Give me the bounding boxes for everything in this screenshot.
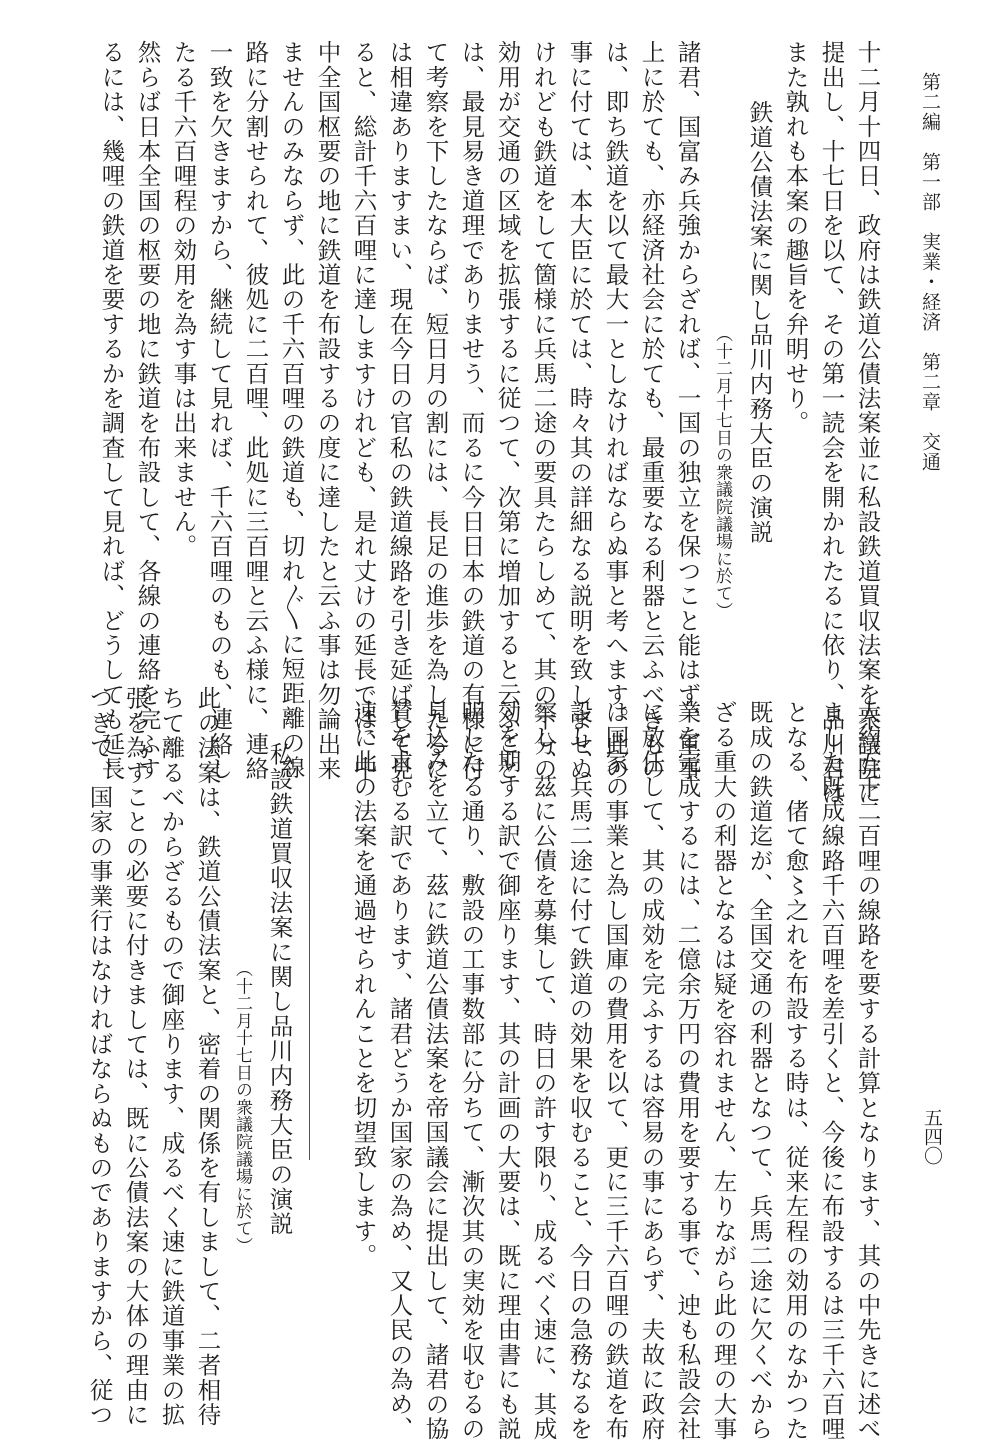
- speech1-line-lower: 速に此の法案を通過せられんことを切望致します。: [349, 700, 378, 1269]
- speech1-line: は、即ち鉄道を以て最大一としなければならぬ事と考へます。此の: [601, 40, 630, 781]
- speech1-line: 一致を欠きますから、継続して見れば、千六百哩のものも、連絡し: [205, 40, 234, 781]
- speech1-line: 効用が交通の区域を拡張するに従つて、次第に増加すると云ふこと: [493, 40, 522, 781]
- speech1-line-lower: ざる重大の利器となるは疑を容れません、左りながら此の理の大事: [709, 700, 738, 1441]
- speech2-line: 此の法案は、鉄道公債法案と、密着の関係を有しまして、二者相待: [193, 686, 222, 1427]
- speech1-line: 中全国枢要の地に鉄道を布設するの度に達したと云ふ事は勿論出来: [313, 40, 342, 781]
- speech1-line-lower: ました既成線路千六百哩を差引くと、今後に布設するは三千六百哩: [817, 700, 846, 1441]
- speech2-title: 私設鉄道買収法案に関し品川内務大臣の演説: [265, 742, 294, 1236]
- speech1-line-lower: 既成の鉄道迄が、全国交通の利器となつて、兵馬二途に欠くべから: [745, 700, 774, 1441]
- speech1-line-lower: 業を完成するには、二億余万円の費用を要する事で、迚も私設会社: [673, 700, 702, 1441]
- intro-line: また孰れも本案の趣旨を弁明せり。: [781, 40, 810, 436]
- speech1-line: 事に付ては、本大臣に於ては、時々其の詳細なる説明を致しませぬ: [565, 40, 594, 781]
- section-divider: [309, 700, 310, 1160]
- running-header: 第二編 第一部 実業・経済 第二章 交通: [919, 72, 941, 472]
- speech1-line-lower: 効を期する訳で御座ります、其の計画の大要は、既に理由書にも説: [493, 700, 522, 1441]
- speech1-line: るには、幾哩の鉄道を要するかを調査して見れば、どうしても延長: [97, 40, 126, 781]
- speech1-line: ませんのみならず、此の千六百哩の鉄道も、切れ〲に短距離の線: [277, 40, 306, 780]
- speech1-line-lower: 設し、兵馬二途に付て鉄道の効果を収むること、今日の急務なるを: [565, 700, 594, 1441]
- speech1-line-lower: となる、偖て愈〻之れを布設する時は、従来左程の効用のなかつた: [781, 700, 810, 1441]
- speech1-subtitle: （十二月十七日の衆議院議場に於て）: [712, 325, 732, 620]
- speech1-line: は、最見易き道理でありませう、而るに今日日本の鉄道の有様に付: [457, 40, 486, 781]
- speech1-line: ると、総計千六百哩に達しますけれども、是れ丈けの延長では、中: [349, 40, 378, 781]
- speech1-line: 然らば日本全国の枢要の地に鉄道を布設して、各線の連絡を完ふす: [133, 40, 162, 781]
- speech2-subtitle: （十二月十七日の衆議院議場に於て）: [232, 960, 252, 1255]
- speech1-line: て考察を下したならば、短日月の割には、長足の進歩を為したるに: [421, 40, 450, 781]
- speech1-line: たる千六百哩程の効用を為す事は出来ません。: [169, 40, 198, 559]
- speech1-line-lower: 明したる通り、敷設の工事数部に分ちて、漸次其の実効を収むるの: [457, 700, 486, 1441]
- speech2-line: 張を為すことの必要に付きましては、既に公債法案の大体の理由に: [121, 686, 150, 1427]
- speech1-line: は相違ありますまい、現在今日の官私の鉄道線路を引き延ばして見: [385, 40, 414, 781]
- intro-line: 十二月十四日、政府は鉄道公債法案並に私設鉄道買収法案を衆議院に: [853, 40, 882, 806]
- speech1-line: けれども鉄道をして箇様に兵馬二途の要具たらしめて、其の十分の: [529, 40, 558, 781]
- speech1-line: 路に分割せられて、彼処に二百哩、此処に三百哩と云ふ様に、連絡: [241, 40, 270, 781]
- speech1-line: 上に於ても、亦経済社会に於ても、最重要なる利器と云ふべきもの: [637, 40, 666, 781]
- intro-line: 提出し、十七日を以て、その第一読会を開かれたるに依り、品川君は: [817, 40, 846, 806]
- speech1-line-lower: 大約五千二百哩の線路を要する計算となります、其の中先きに述べ: [853, 700, 882, 1441]
- speech1-line-lower: 賛を求むる訳であります、諸君どうか国家の為め、又人民の為め、: [385, 700, 414, 1441]
- speech2-line: つきて、国家の事業行はなければならぬものでありますから、従つ: [85, 686, 114, 1427]
- page-number: 五四〇: [921, 1108, 943, 1165]
- speech2-line: ちて離るべからざるもので御座ります、成るべく速に鉄道事業の拡: [157, 686, 186, 1427]
- speech1-line-lower: は国家の事業と為し国庫の費用を以て、更に三千六百哩の鉄道を布: [601, 700, 630, 1441]
- speech1-line-lower: 見込みを立て、茲に鉄道公債法案を帝国議会に提出して、諸君の協: [421, 700, 450, 1441]
- speech1-line-lower: に放任して、其の成効を完ふするは容易の事にあらず、夫故に政府: [637, 700, 666, 1441]
- speech1-title: 鉄道公債法案に関し品川内務大臣の演説: [745, 100, 774, 545]
- speech1-line: 諸君、国富み兵強からざれば、一国の独立を保つこと能はず、軍事: [673, 40, 702, 781]
- speech1-line-lower: 察し、茲に公債を募集して、時日の許す限り、成るべく速に、其成: [529, 700, 558, 1441]
